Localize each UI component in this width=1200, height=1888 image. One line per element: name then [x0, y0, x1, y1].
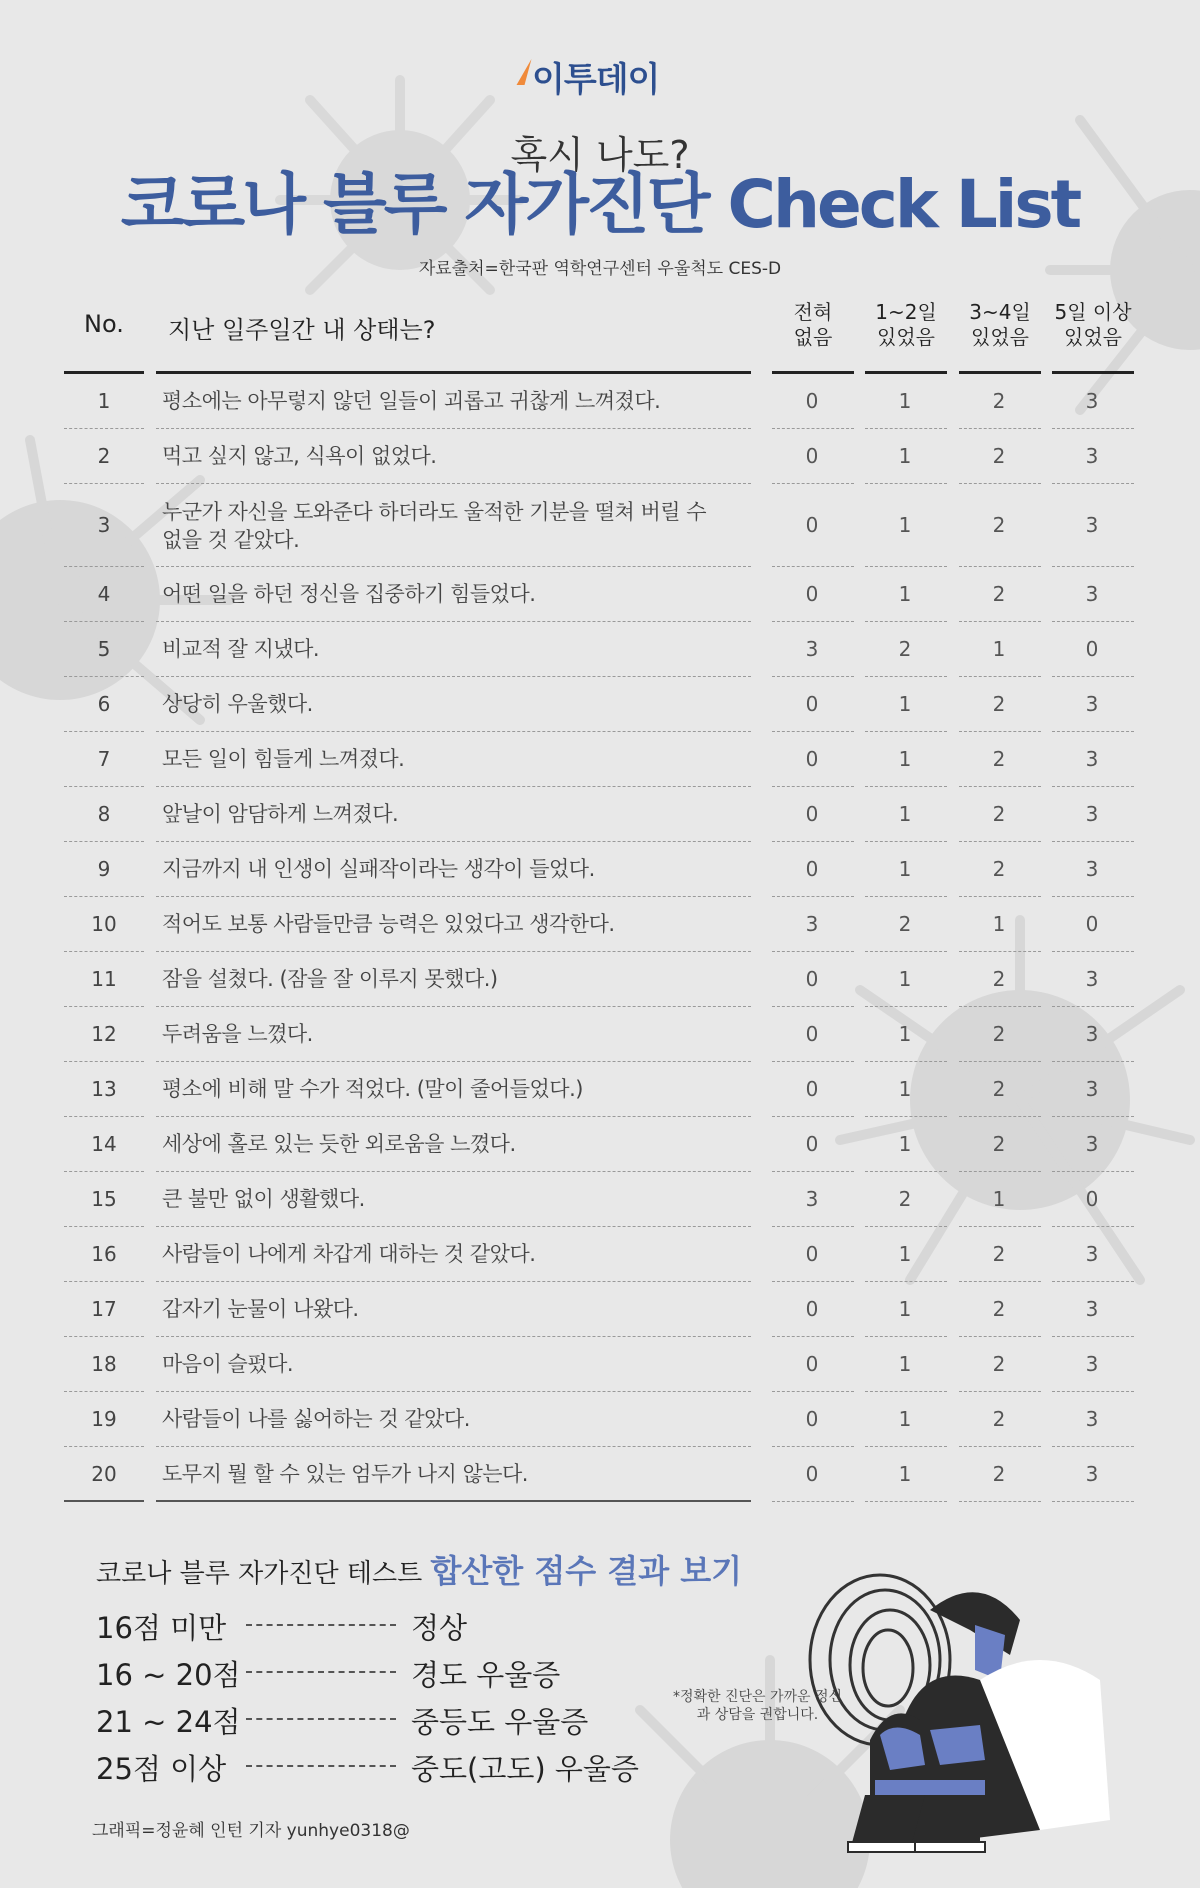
row-score: 3	[805, 636, 819, 661]
row-question: 모든 일이 힘들게 느껴졌다.	[162, 746, 405, 771]
logo-text: 이투데이	[532, 60, 660, 100]
table-row	[0, 787, 1200, 842]
row-number: 9	[97, 856, 111, 881]
dotted-leader	[246, 1624, 396, 1626]
row-score: 2	[898, 636, 912, 661]
result-item	[96, 1700, 696, 1740]
row-number: 13	[91, 1076, 117, 1101]
score-range: 16점 미만	[96, 1611, 227, 1645]
score-header-line: 있었음	[971, 325, 1029, 349]
table-row	[0, 952, 1200, 1007]
row-number: 7	[97, 746, 111, 771]
row-question: 누군가 자신을 도와준다 하더라도 울적한 기분을 떨쳐 버릴 수 없을 것 같았다.	[162, 499, 707, 552]
row-score: 0	[805, 1241, 819, 1266]
table-row	[0, 1447, 1200, 1502]
score-range: 25점 이상	[96, 1752, 227, 1786]
row-number: 5	[97, 636, 111, 661]
row-score: 0	[805, 1461, 819, 1486]
brand-logo	[520, 52, 659, 101]
results-title-plain: 코로나 블루 자가진단 테스트	[96, 1559, 431, 1589]
row-score: 2	[992, 1131, 1006, 1156]
row-score: 3	[1085, 1296, 1099, 1321]
row-score: 1	[898, 856, 912, 881]
row-score: 1	[898, 1021, 912, 1046]
row-score: 1	[898, 966, 912, 991]
depression-level: 중등도 우울증	[411, 1705, 589, 1739]
row-score: 3	[1085, 388, 1099, 413]
score-range: 21 ~ 24점	[96, 1705, 241, 1739]
table-row	[0, 567, 1200, 622]
row-question: 세상에 홀로 있는 듯한 외로움을 느꼈다.	[162, 1131, 516, 1156]
row-number: 16	[91, 1241, 117, 1266]
row-question: 어떤 일을 하던 정신을 집중하기 힘들었다.	[162, 581, 536, 606]
table-row	[0, 1007, 1200, 1062]
table-row	[0, 1227, 1200, 1282]
subtitle: 혹시 나도?	[510, 133, 690, 177]
row-score: 3	[1085, 1131, 1099, 1156]
row-question: 평소에 비해 말 수가 적었다. (말이 줄어들었다.)	[162, 1076, 583, 1101]
row-score: 2	[992, 512, 1006, 537]
row-score: 2	[992, 443, 1006, 468]
depression-level: 경도 우울증	[411, 1658, 561, 1692]
row-score: 2	[992, 691, 1006, 716]
depression-level: 중도(고도) 우울증	[411, 1752, 639, 1786]
row-score: 2	[992, 1461, 1006, 1486]
row-score: 3	[1085, 1461, 1099, 1486]
row-score: 0	[1085, 636, 1099, 661]
table-row	[0, 374, 1200, 429]
row-score: 0	[805, 1076, 819, 1101]
score-header-line: 5일 이상	[1054, 300, 1132, 324]
results-title	[96, 1546, 742, 1592]
dotted-leader	[246, 1718, 396, 1720]
row-score: 2	[898, 911, 912, 936]
row-divider	[156, 1500, 751, 1502]
result-item	[96, 1653, 696, 1693]
table-row	[0, 429, 1200, 484]
row-question: 마음이 슬펐다.	[162, 1351, 294, 1376]
row-score: 1	[898, 1296, 912, 1321]
row-score: 0	[805, 966, 819, 991]
row-divider	[1052, 1501, 1134, 1502]
row-score: 2	[992, 1241, 1006, 1266]
score-range: 16 ~ 20점	[96, 1658, 241, 1692]
row-score: 3	[1085, 966, 1099, 991]
row-score: 1	[992, 636, 1006, 661]
row-score: 1	[898, 691, 912, 716]
row-number: 1	[97, 388, 111, 413]
row-score: 1	[898, 801, 912, 826]
row-score: 0	[805, 1131, 819, 1156]
row-score: 3	[1085, 856, 1099, 881]
row-score: 3	[1085, 1241, 1099, 1266]
row-question: 두려움을 느꼈다.	[162, 1021, 313, 1046]
page-title: 코로나 블루 자가진단 Check List	[120, 166, 1080, 243]
row-score: 3	[1085, 1351, 1099, 1376]
diagnosis-note: *정확한 진단은 가까운 정신과 상담을 권합니다.	[672, 1689, 843, 1723]
row-question: 적어도 보통 사람들만큼 능력은 있었다고 생각한다.	[162, 911, 615, 936]
row-score: 2	[992, 1351, 1006, 1376]
row-score: 0	[805, 443, 819, 468]
row-score: 1	[898, 1076, 912, 1101]
table-row	[0, 484, 1200, 567]
row-number: 14	[91, 1131, 117, 1156]
row-question: 앞날이 암담하게 느껴졌다.	[162, 801, 399, 826]
row-score: 1	[898, 746, 912, 771]
row-score: 0	[805, 581, 819, 606]
table-row	[0, 842, 1200, 897]
row-score: 1	[992, 1186, 1006, 1211]
table-row	[0, 1282, 1200, 1337]
table-row	[0, 897, 1200, 952]
score-header-line: 없음	[793, 325, 833, 349]
row-score: 0	[805, 388, 819, 413]
row-question: 도무지 뭘 할 수 있는 엄두가 나지 않는다.	[162, 1461, 528, 1486]
row-divider	[865, 1501, 947, 1502]
score-header-line: 있었음	[877, 325, 935, 349]
row-score: 0	[1085, 1186, 1099, 1211]
row-score: 0	[805, 801, 819, 826]
score-header	[1043, 300, 1143, 350]
table-row	[0, 1117, 1200, 1172]
table-row	[0, 1337, 1200, 1392]
row-score: 2	[992, 581, 1006, 606]
row-divider	[959, 1501, 1041, 1502]
row-score: 3	[1085, 443, 1099, 468]
row-score: 3	[1085, 512, 1099, 537]
row-number: 20	[91, 1461, 117, 1486]
row-number: 12	[91, 1021, 117, 1046]
row-score: 3	[805, 911, 819, 936]
table-row	[0, 1392, 1200, 1447]
row-score: 3	[1085, 581, 1099, 606]
row-score: 1	[898, 1351, 912, 1376]
row-number: 6	[97, 691, 111, 716]
row-number: 3	[97, 512, 111, 537]
row-number: 19	[91, 1406, 117, 1431]
row-score: 0	[805, 512, 819, 537]
row-score: 3	[1085, 1021, 1099, 1046]
row-question: 사람들이 나에게 차갑게 대하는 것 같았다.	[162, 1241, 536, 1266]
row-question: 잠을 설쳤다. (잠을 잘 이루지 못했다.)	[162, 966, 498, 991]
row-score: 3	[1085, 801, 1099, 826]
score-header-line: 있었음	[1064, 325, 1122, 349]
row-score: 2	[992, 1076, 1006, 1101]
score-header	[856, 300, 956, 350]
row-score: 2	[992, 1021, 1006, 1046]
row-question: 갑자기 눈물이 나왔다.	[162, 1296, 359, 1321]
score-header-line: 1~2일	[875, 300, 937, 324]
row-question: 평소에는 아무렇지 않던 일들이 괴롭고 귀찮게 느껴졌다.	[162, 388, 661, 413]
row-score: 0	[805, 691, 819, 716]
credit: 그래픽=정윤혜 인턴 기자 yunhye0318@	[92, 1821, 410, 1841]
row-divider	[64, 1500, 144, 1502]
score-header-line: 3~4일	[969, 300, 1031, 324]
row-divider	[772, 1501, 854, 1502]
row-score: 1	[898, 1406, 912, 1431]
row-score: 3	[1085, 691, 1099, 716]
header-no: No.	[84, 310, 124, 338]
row-number: 2	[97, 443, 111, 468]
dotted-leader	[246, 1765, 396, 1767]
result-item	[96, 1606, 696, 1646]
row-question: 큰 불만 없이 생활했다.	[162, 1186, 365, 1211]
score-header	[763, 300, 863, 350]
row-score: 3	[1085, 1406, 1099, 1431]
row-score: 1	[898, 1461, 912, 1486]
row-score: 0	[805, 1021, 819, 1046]
score-header	[950, 300, 1050, 350]
depression-level: 정상	[411, 1611, 468, 1645]
row-number: 10	[91, 911, 117, 936]
table-row	[0, 622, 1200, 677]
result-item	[96, 1747, 696, 1787]
row-question: 상당히 우울했다.	[162, 691, 313, 716]
row-score: 0	[805, 1406, 819, 1431]
row-score: 1	[898, 581, 912, 606]
row-number: 11	[91, 966, 117, 991]
row-score: 2	[992, 1406, 1006, 1431]
row-number: 4	[97, 581, 111, 606]
row-score: 3	[1085, 1076, 1099, 1101]
row-score: 2	[992, 856, 1006, 881]
table-row	[0, 732, 1200, 787]
row-question: 먹고 싶지 않고, 식욕이 없었다.	[162, 443, 437, 468]
row-score: 1	[898, 443, 912, 468]
row-number: 15	[91, 1186, 117, 1211]
row-score: 3	[1085, 746, 1099, 771]
table-row	[0, 677, 1200, 732]
row-score: 2	[992, 1296, 1006, 1321]
row-score: 1	[898, 1241, 912, 1266]
header-question: 지난 일주일간 내 상태는?	[168, 316, 436, 344]
row-score: 1	[898, 1131, 912, 1156]
row-score: 1	[992, 911, 1006, 936]
row-score: 0	[805, 1351, 819, 1376]
row-score: 1	[898, 388, 912, 413]
score-header-line: 전혀	[793, 300, 833, 324]
row-number: 17	[91, 1296, 117, 1321]
row-question: 지금까지 내 인생이 실패작이라는 생각이 들었다.	[162, 856, 595, 881]
row-score: 0	[1085, 911, 1099, 936]
table-row	[0, 1062, 1200, 1117]
row-score: 0	[805, 746, 819, 771]
row-score: 1	[898, 512, 912, 537]
row-score: 2	[992, 388, 1006, 413]
source-note: 자료출처=한국판 역학연구센터 우울척도 CES-D	[418, 259, 782, 279]
results-title-highlight: 합산한 점수 결과 보기	[430, 1552, 743, 1590]
row-score: 0	[805, 856, 819, 881]
row-question: 사람들이 나를 싫어하는 것 같았다.	[162, 1406, 470, 1431]
row-score: 0	[805, 1296, 819, 1321]
row-score: 2	[992, 966, 1006, 991]
row-question: 비교적 잘 지냈다.	[162, 636, 320, 661]
row-score: 2	[898, 1186, 912, 1211]
dotted-leader	[246, 1671, 396, 1673]
row-score: 3	[805, 1186, 819, 1211]
table-row	[0, 1172, 1200, 1227]
row-number: 18	[91, 1351, 117, 1376]
row-number: 8	[97, 801, 111, 826]
row-score: 2	[992, 746, 1006, 771]
row-score: 2	[992, 801, 1006, 826]
